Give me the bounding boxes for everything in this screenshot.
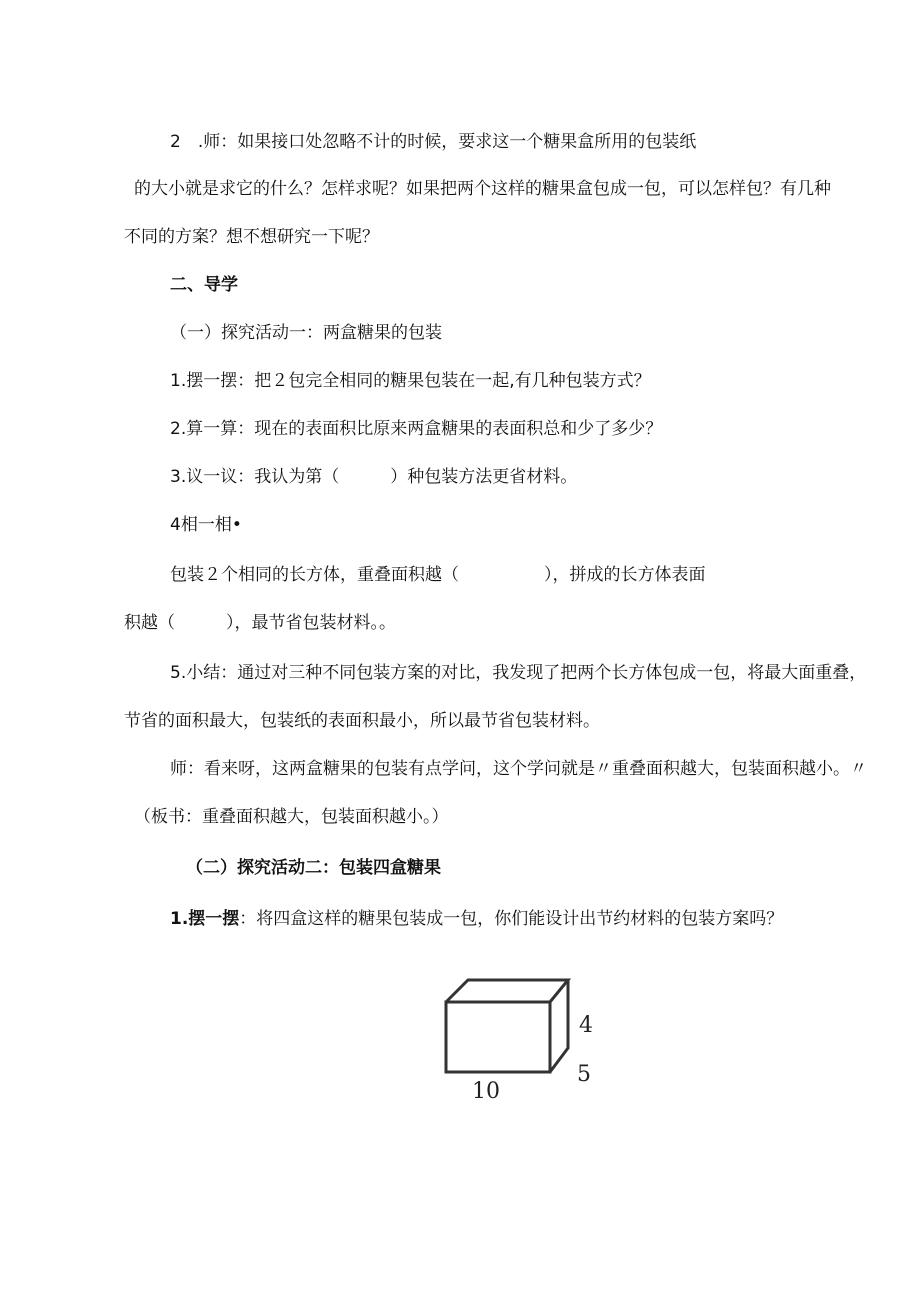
step-calculate: 2.算一算：现在的表面积比原来两盒糖果的表面积总和少了多少？ xyxy=(170,419,663,439)
step-discuss: 3.议一议：我认为第（ ）种包装方法更省材料。 xyxy=(170,467,578,487)
step-think: 4相一相• xyxy=(170,515,242,535)
fill-in-sentence-1: 包装２个相同的长方体，重叠面积越（ ），拼成的长方体表面 xyxy=(170,565,706,585)
summary-line-2: 节省的面积最大，包装纸的表面积最小，所以最节省包装材料。 xyxy=(124,711,600,731)
cuboid-front-face xyxy=(446,1002,550,1072)
paragraph-teacher-question-1: 2 .师：如果接口处忽略不计的时候，要求这一个糖果盒所用的包装纸 xyxy=(170,132,697,152)
height-label: 5 xyxy=(577,1062,591,1087)
activity-two-step-label: 1.摆一摆 xyxy=(170,909,240,929)
cuboid-side-face xyxy=(550,980,568,1072)
width-label: 4 xyxy=(579,1013,593,1038)
activity-two-step xyxy=(170,907,783,931)
length-label: 10 xyxy=(472,1079,500,1104)
board-note: （板书：重叠面积越大，包装面积越小。） xyxy=(134,807,449,827)
cuboid-figure xyxy=(438,972,608,1107)
fill-in-sentence-2: 积越（ ），最节省包装材料。。 xyxy=(124,613,396,633)
activity-one-heading: （一）探究活动一：两盒糖果的包装 xyxy=(170,323,442,343)
paragraph-teacher-question-3: 不同的方案？想不想研究一下呢？ xyxy=(124,227,379,247)
paragraph-teacher-question-2: 的大小就是求它的什么？怎样求呢？如果把两个这样的糖果盒包成一包，可以怎样包？有几种 xyxy=(134,179,831,199)
teacher-conclusion: 师：看来呀，这两盒糖果的包装有点学问，这个学问就是〃重叠面积越大，包装面积越小。〃 xyxy=(170,759,867,779)
summary-line-1: 5.小结：通过对三种不同包装方案的对比，我发现了把两个长方体包成一包，将最大面重叠， xyxy=(170,663,867,683)
step-arrange: 1.摆一摆：把２包完全相同的糖果包装在一起,有几种包装方式？ xyxy=(170,371,651,391)
section-heading-guided-learning: 二、导学 xyxy=(170,275,238,295)
activity-two-heading: （二）探究活动二：包装四盒糖果 xyxy=(186,858,441,878)
cuboid-top-face xyxy=(446,980,568,1002)
activity-two-step-text: ：将四盒这样的糖果包装成一包，你们能设计出节约材料的包装方案吗？ xyxy=(239,909,784,929)
